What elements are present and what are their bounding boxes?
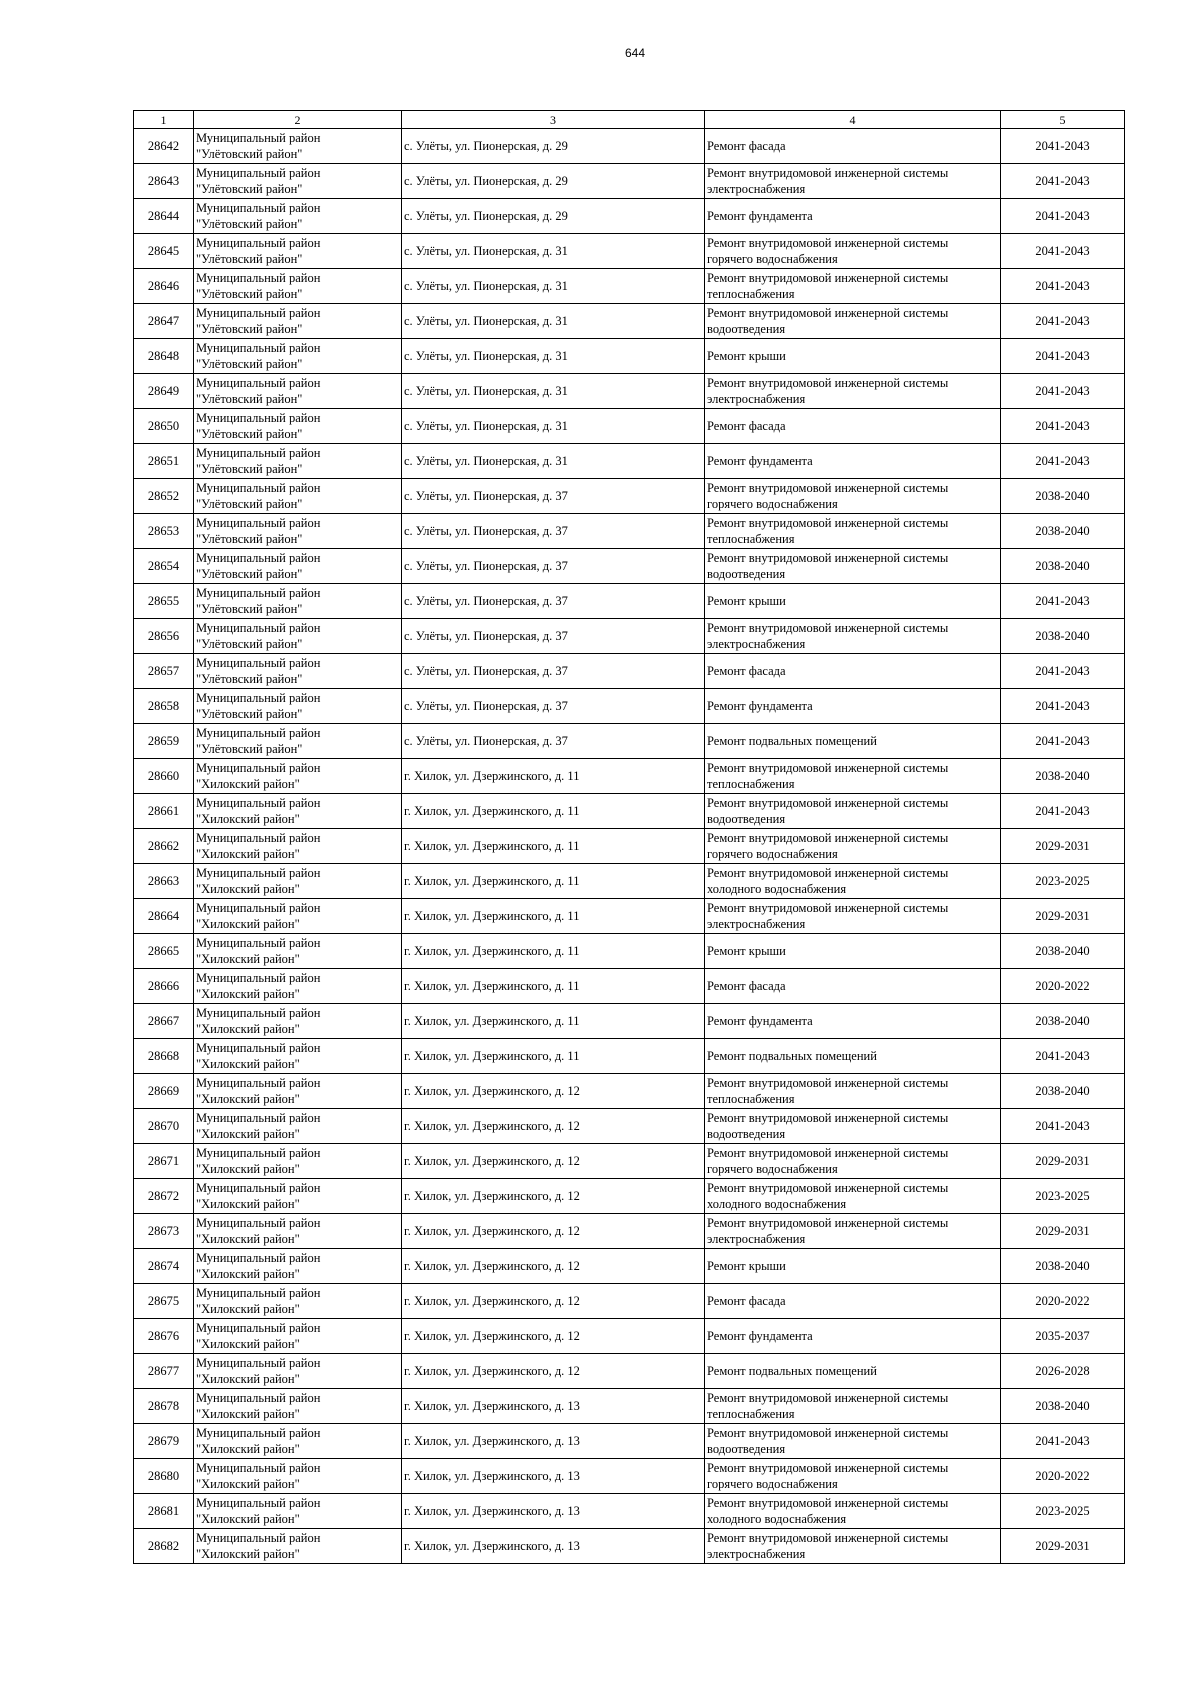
work-type-cell: Ремонт фундамента — [705, 1319, 1001, 1354]
address-cell: с. Улёты, ул. Пионерская, д. 31 — [402, 339, 705, 374]
row-number-cell: 28658 — [134, 689, 194, 724]
municipality-cell: Муниципальный район "Улётовский район" — [194, 479, 402, 514]
address-cell: г. Хилок, ул. Дзержинского, д. 11 — [402, 864, 705, 899]
work-type-cell: Ремонт внутридомовой инженерной системы теплоснабжения — [705, 514, 1001, 549]
period-cell: 2041-2043 — [1001, 654, 1125, 689]
address-cell: г. Хилок, ул. Дзержинского, д. 12 — [402, 1284, 705, 1319]
period-cell: 2041-2043 — [1001, 199, 1125, 234]
work-type-cell: Ремонт внутридомовой инженерной системы электроснабжения — [705, 899, 1001, 934]
address-cell: г. Хилок, ул. Дзержинского, д. 12 — [402, 1249, 705, 1284]
period-cell: 2029-2031 — [1001, 829, 1125, 864]
row-number-cell: 28648 — [134, 339, 194, 374]
work-type-cell: Ремонт фасада — [705, 409, 1001, 444]
row-number-cell: 28670 — [134, 1109, 194, 1144]
row-number-cell: 28646 — [134, 269, 194, 304]
period-cell: 2020-2022 — [1001, 1459, 1125, 1494]
address-cell: г. Хилок, ул. Дзержинского, д. 11 — [402, 934, 705, 969]
row-number-cell: 28647 — [134, 304, 194, 339]
row-number-cell: 28667 — [134, 1004, 194, 1039]
table-row — [134, 969, 1125, 1004]
period-cell: 2041-2043 — [1001, 339, 1125, 374]
period-cell: 2041-2043 — [1001, 1039, 1125, 1074]
municipality-cell: Муниципальный район "Улётовский район" — [194, 374, 402, 409]
municipality-cell: Муниципальный район "Хилокский район" — [194, 1494, 402, 1529]
municipality-cell: Муниципальный район "Хилокский район" — [194, 829, 402, 864]
row-number-cell: 28681 — [134, 1494, 194, 1529]
table-row — [134, 724, 1125, 759]
municipality-cell: Муниципальный район "Хилокский район" — [194, 1529, 402, 1564]
work-type-cell: Ремонт крыши — [705, 584, 1001, 619]
table-row — [134, 1459, 1125, 1494]
municipality-cell: Муниципальный район "Хилокский район" — [194, 1249, 402, 1284]
municipality-cell: Муниципальный район "Улётовский район" — [194, 584, 402, 619]
address-cell: г. Хилок, ул. Дзержинского, д. 13 — [402, 1529, 705, 1564]
table-row — [134, 864, 1125, 899]
row-number-cell: 28651 — [134, 444, 194, 479]
work-type-cell: Ремонт внутридомовой инженерной системы водоотведения — [705, 549, 1001, 584]
row-number-cell: 28652 — [134, 479, 194, 514]
row-number-cell: 28676 — [134, 1319, 194, 1354]
address-cell: г. Хилок, ул. Дзержинского, д. 12 — [402, 1074, 705, 1109]
work-type-cell: Ремонт внутридомовой инженерной системы теплоснабжения — [705, 1389, 1001, 1424]
work-type-cell: Ремонт внутридомовой инженерной системы холодного водоснабжения — [705, 1494, 1001, 1529]
period-cell: 2035-2037 — [1001, 1319, 1125, 1354]
address-cell: с. Улёты, ул. Пионерская, д. 37 — [402, 724, 705, 759]
row-number-cell: 28668 — [134, 1039, 194, 1074]
address-cell: г. Хилок, ул. Дзержинского, д. 12 — [402, 1319, 705, 1354]
period-cell: 2041-2043 — [1001, 724, 1125, 759]
table-row — [134, 409, 1125, 444]
period-cell: 2023-2025 — [1001, 1494, 1125, 1529]
address-cell: с. Улёты, ул. Пионерская, д. 29 — [402, 129, 705, 164]
table-row — [134, 269, 1125, 304]
work-type-cell: Ремонт подвальных помещений — [705, 1354, 1001, 1389]
table-row — [134, 1494, 1125, 1529]
table-row — [134, 794, 1125, 829]
work-type-cell: Ремонт внутридомовой инженерной системы электроснабжения — [705, 1529, 1001, 1564]
period-cell: 2041-2043 — [1001, 1424, 1125, 1459]
table-row — [134, 1284, 1125, 1319]
municipality-cell: Муниципальный район "Хилокский район" — [194, 1284, 402, 1319]
address-cell: с. Улёты, ул. Пионерская, д. 37 — [402, 654, 705, 689]
row-number-cell: 28665 — [134, 934, 194, 969]
row-number-cell: 28680 — [134, 1459, 194, 1494]
table-row — [134, 234, 1125, 269]
work-type-cell: Ремонт внутридомовой инженерной системы холодного водоснабжения — [705, 1179, 1001, 1214]
municipality-cell: Муниципальный район "Хилокский район" — [194, 794, 402, 829]
work-type-cell: Ремонт внутридомовой инженерной системы горячего водоснабжения — [705, 479, 1001, 514]
row-number-cell: 28643 — [134, 164, 194, 199]
table-row — [134, 899, 1125, 934]
work-type-cell: Ремонт внутридомовой инженерной системы холодного водоснабжения — [705, 864, 1001, 899]
table-row — [134, 934, 1125, 969]
row-number-cell: 28663 — [134, 864, 194, 899]
address-cell: г. Хилок, ул. Дзержинского, д. 11 — [402, 829, 705, 864]
work-type-cell: Ремонт внутридомовой инженерной системы электроснабжения — [705, 619, 1001, 654]
table-row — [134, 374, 1125, 409]
row-number-cell: 28664 — [134, 899, 194, 934]
row-number-cell: 28662 — [134, 829, 194, 864]
address-cell: с. Улёты, ул. Пионерская, д. 37 — [402, 479, 705, 514]
municipality-cell: Муниципальный район "Улётовский район" — [194, 689, 402, 724]
work-type-cell: Ремонт внутридомовой инженерной системы электроснабжения — [705, 374, 1001, 409]
municipality-cell: Муниципальный район "Улётовский район" — [194, 129, 402, 164]
table-row — [134, 1039, 1125, 1074]
work-type-cell: Ремонт фасада — [705, 1284, 1001, 1319]
municipality-cell: Муниципальный район "Улётовский район" — [194, 619, 402, 654]
work-type-cell: Ремонт внутридомовой инженерной системы теплоснабжения — [705, 1074, 1001, 1109]
municipality-cell: Муниципальный район "Хилокский район" — [194, 1389, 402, 1424]
table-row — [134, 199, 1125, 234]
period-cell: 2029-2031 — [1001, 1214, 1125, 1249]
work-type-cell: Ремонт фасада — [705, 654, 1001, 689]
table-row — [134, 689, 1125, 724]
address-cell: г. Хилок, ул. Дзержинского, д. 11 — [402, 1039, 705, 1074]
work-type-cell: Ремонт внутридомовой инженерной системы теплоснабжения — [705, 269, 1001, 304]
row-number-cell: 28659 — [134, 724, 194, 759]
repair-schedule-table — [133, 110, 1125, 1564]
table-row — [134, 304, 1125, 339]
municipality-cell: Муниципальный район "Хилокский район" — [194, 1039, 402, 1074]
address-cell: г. Хилок, ул. Дзержинского, д. 13 — [402, 1389, 705, 1424]
work-type-cell: Ремонт фундамента — [705, 689, 1001, 724]
period-cell: 2038-2040 — [1001, 1004, 1125, 1039]
work-type-cell: Ремонт внутридомовой инженерной системы водоотведения — [705, 1109, 1001, 1144]
column-number-3: 3 — [402, 111, 705, 129]
municipality-cell: Муниципальный район "Улётовский район" — [194, 164, 402, 199]
table-row — [134, 1319, 1125, 1354]
municipality-cell: Муниципальный район "Улётовский район" — [194, 269, 402, 304]
municipality-cell: Муниципальный район "Улётовский район" — [194, 339, 402, 374]
municipality-cell: Муниципальный район "Хилокский район" — [194, 1074, 402, 1109]
row-number-cell: 28650 — [134, 409, 194, 444]
address-cell: г. Хилок, ул. Дзержинского, д. 11 — [402, 794, 705, 829]
work-type-cell: Ремонт внутридомовой инженерной системы электроснабжения — [705, 1214, 1001, 1249]
municipality-cell: Муниципальный район "Хилокский район" — [194, 1109, 402, 1144]
period-cell: 2038-2040 — [1001, 549, 1125, 584]
row-number-cell: 28649 — [134, 374, 194, 409]
column-number-2: 2 — [194, 111, 402, 129]
work-type-cell: Ремонт внутридомовой инженерной системы водоотведения — [705, 1424, 1001, 1459]
period-cell: 2041-2043 — [1001, 794, 1125, 829]
municipality-cell: Муниципальный район "Хилокский район" — [194, 1144, 402, 1179]
work-type-cell: Ремонт внутридомовой инженерной системы горячего водоснабжения — [705, 1144, 1001, 1179]
table-row — [134, 619, 1125, 654]
municipality-cell: Муниципальный район "Улётовский район" — [194, 549, 402, 584]
row-number-cell: 28678 — [134, 1389, 194, 1424]
table-row — [134, 164, 1125, 199]
table-row — [134, 1424, 1125, 1459]
municipality-cell: Муниципальный район "Хилокский район" — [194, 1424, 402, 1459]
address-cell: с. Улёты, ул. Пионерская, д. 29 — [402, 164, 705, 199]
municipality-cell: Муниципальный район "Улётовский район" — [194, 654, 402, 689]
municipality-cell: Муниципальный район "Хилокский район" — [194, 899, 402, 934]
municipality-cell: Муниципальный район "Улётовский район" — [194, 304, 402, 339]
period-cell: 2038-2040 — [1001, 619, 1125, 654]
column-number-1: 1 — [134, 111, 194, 129]
column-number-5: 5 — [1001, 111, 1125, 129]
period-cell: 2038-2040 — [1001, 759, 1125, 794]
row-number-cell: 28660 — [134, 759, 194, 794]
table-body — [134, 129, 1125, 1564]
period-cell: 2038-2040 — [1001, 1389, 1125, 1424]
table-row — [134, 549, 1125, 584]
work-type-cell: Ремонт крыши — [705, 934, 1001, 969]
municipality-cell: Муниципальный район "Хилокский район" — [194, 759, 402, 794]
address-cell: с. Улёты, ул. Пионерская, д. 37 — [402, 584, 705, 619]
table-row — [134, 339, 1125, 374]
work-type-cell: Ремонт фундамента — [705, 444, 1001, 479]
period-cell: 2041-2043 — [1001, 304, 1125, 339]
row-number-cell: 28677 — [134, 1354, 194, 1389]
work-type-cell: Ремонт подвальных помещений — [705, 724, 1001, 759]
table-row — [134, 759, 1125, 794]
work-type-cell: Ремонт внутридомовой инженерной системы горячего водоснабжения — [705, 1459, 1001, 1494]
period-cell: 2041-2043 — [1001, 164, 1125, 199]
period-cell: 2041-2043 — [1001, 444, 1125, 479]
work-type-cell: Ремонт внутридомовой инженерной системы водоотведения — [705, 794, 1001, 829]
address-cell: г. Хилок, ул. Дзержинского, д. 12 — [402, 1214, 705, 1249]
work-type-cell: Ремонт крыши — [705, 1249, 1001, 1284]
address-cell: с. Улёты, ул. Пионерская, д. 37 — [402, 514, 705, 549]
row-number-cell: 28644 — [134, 199, 194, 234]
table-row — [134, 1179, 1125, 1214]
address-cell: г. Хилок, ул. Дзержинского, д. 13 — [402, 1424, 705, 1459]
municipality-cell: Муниципальный район "Хилокский район" — [194, 1179, 402, 1214]
municipality-cell: Муниципальный район "Улётовский район" — [194, 234, 402, 269]
address-cell: г. Хилок, ул. Дзержинского, д. 12 — [402, 1144, 705, 1179]
row-number-cell: 28661 — [134, 794, 194, 829]
municipality-cell: Муниципальный район "Хилокский район" — [194, 864, 402, 899]
row-number-cell: 28653 — [134, 514, 194, 549]
period-cell: 2041-2043 — [1001, 269, 1125, 304]
address-cell: г. Хилок, ул. Дзержинского, д. 11 — [402, 969, 705, 1004]
row-number-cell: 28679 — [134, 1424, 194, 1459]
address-cell: г. Хилок, ул. Дзержинского, д. 12 — [402, 1179, 705, 1214]
table-row — [134, 1004, 1125, 1039]
municipality-cell: Муниципальный район "Улётовский район" — [194, 724, 402, 759]
row-number-cell: 28672 — [134, 1179, 194, 1214]
municipality-cell: Муниципальный район "Хилокский район" — [194, 934, 402, 969]
municipality-cell: Муниципальный район "Улётовский район" — [194, 514, 402, 549]
period-cell: 2041-2043 — [1001, 234, 1125, 269]
municipality-cell: Муниципальный район "Хилокский район" — [194, 1004, 402, 1039]
period-cell: 2041-2043 — [1001, 129, 1125, 164]
address-cell: г. Хилок, ул. Дзержинского, д. 12 — [402, 1109, 705, 1144]
period-cell: 2038-2040 — [1001, 1074, 1125, 1109]
row-number-cell: 28669 — [134, 1074, 194, 1109]
table-row — [134, 1249, 1125, 1284]
address-cell: г. Хилок, ул. Дзержинского, д. 12 — [402, 1354, 705, 1389]
address-cell: г. Хилок, ул. Дзержинского, д. 11 — [402, 759, 705, 794]
address-cell: г. Хилок, ул. Дзержинского, д. 13 — [402, 1459, 705, 1494]
table-row — [134, 829, 1125, 864]
table-row — [134, 654, 1125, 689]
municipality-cell: Муниципальный район "Хилокский район" — [194, 1459, 402, 1494]
row-number-cell: 28657 — [134, 654, 194, 689]
table-row — [134, 584, 1125, 619]
municipality-cell: Муниципальный район "Хилокский район" — [194, 1214, 402, 1249]
row-number-cell: 28666 — [134, 969, 194, 1004]
row-number-cell: 28655 — [134, 584, 194, 619]
work-type-cell: Ремонт фундамента — [705, 1004, 1001, 1039]
address-cell: с. Улёты, ул. Пионерская, д. 37 — [402, 689, 705, 724]
period-cell: 2023-2025 — [1001, 1179, 1125, 1214]
row-number-cell: 28675 — [134, 1284, 194, 1319]
row-number-cell: 28656 — [134, 619, 194, 654]
work-type-cell: Ремонт подвальных помещений — [705, 1039, 1001, 1074]
address-cell: с. Улёты, ул. Пионерская, д. 31 — [402, 304, 705, 339]
work-type-cell: Ремонт внутридомовой инженерной системы теплоснабжения — [705, 759, 1001, 794]
period-cell: 2026-2028 — [1001, 1354, 1125, 1389]
table-row — [134, 129, 1125, 164]
column-number-row — [134, 111, 1125, 129]
municipality-cell: Муниципальный район "Хилокский район" — [194, 1319, 402, 1354]
work-type-cell: Ремонт фасада — [705, 969, 1001, 1004]
period-cell: 2038-2040 — [1001, 1249, 1125, 1284]
work-type-cell: Ремонт фундамента — [705, 199, 1001, 234]
table-row — [134, 1074, 1125, 1109]
page-number: 644 — [624, 46, 646, 60]
address-cell: с. Улёты, ул. Пионерская, д. 31 — [402, 374, 705, 409]
row-number-cell: 28645 — [134, 234, 194, 269]
period-cell: 2041-2043 — [1001, 1109, 1125, 1144]
period-cell: 2038-2040 — [1001, 934, 1125, 969]
address-cell: г. Хилок, ул. Дзержинского, д. 11 — [402, 1004, 705, 1039]
address-cell: с. Улёты, ул. Пионерская, д. 29 — [402, 199, 705, 234]
period-cell: 2041-2043 — [1001, 584, 1125, 619]
work-type-cell: Ремонт внутридомовой инженерной системы горячего водоснабжения — [705, 234, 1001, 269]
row-number-cell: 28671 — [134, 1144, 194, 1179]
table-row — [134, 1389, 1125, 1424]
municipality-cell: Муниципальный район "Улётовский район" — [194, 199, 402, 234]
period-cell: 2023-2025 — [1001, 864, 1125, 899]
row-number-cell: 28642 — [134, 129, 194, 164]
municipality-cell: Муниципальный район "Улётовский район" — [194, 444, 402, 479]
table-row — [134, 514, 1125, 549]
address-cell: г. Хилок, ул. Дзержинского, д. 11 — [402, 899, 705, 934]
municipality-cell: Муниципальный район "Хилокский район" — [194, 1354, 402, 1389]
row-number-cell: 28673 — [134, 1214, 194, 1249]
table-row — [134, 1109, 1125, 1144]
period-cell: 2041-2043 — [1001, 374, 1125, 409]
work-type-cell: Ремонт внутридомовой инженерной системы водоотведения — [705, 304, 1001, 339]
row-number-cell: 28674 — [134, 1249, 194, 1284]
work-type-cell: Ремонт внутридомовой инженерной системы электроснабжения — [705, 164, 1001, 199]
municipality-cell: Муниципальный район "Улётовский район" — [194, 409, 402, 444]
period-cell: 2020-2022 — [1001, 969, 1125, 1004]
period-cell: 2029-2031 — [1001, 1144, 1125, 1179]
column-number-4: 4 — [705, 111, 1001, 129]
table-row — [134, 1214, 1125, 1249]
municipality-cell: Муниципальный район "Хилокский район" — [194, 969, 402, 1004]
period-cell: 2029-2031 — [1001, 1529, 1125, 1564]
table-row — [134, 444, 1125, 479]
work-type-cell: Ремонт фасада — [705, 129, 1001, 164]
table-row — [134, 1144, 1125, 1179]
address-cell: с. Улёты, ул. Пионерская, д. 31 — [402, 234, 705, 269]
address-cell: с. Улёты, ул. Пионерская, д. 31 — [402, 444, 705, 479]
table-row — [134, 1529, 1125, 1564]
table-row — [134, 1354, 1125, 1389]
period-cell: 2041-2043 — [1001, 409, 1125, 444]
row-number-cell: 28654 — [134, 549, 194, 584]
work-type-cell: Ремонт внутридомовой инженерной системы горячего водоснабжения — [705, 829, 1001, 864]
address-cell: с. Улёты, ул. Пионерская, д. 37 — [402, 549, 705, 584]
period-cell: 2029-2031 — [1001, 899, 1125, 934]
address-cell: с. Улёты, ул. Пионерская, д. 31 — [402, 269, 705, 304]
address-cell: с. Улёты, ул. Пионерская, д. 37 — [402, 619, 705, 654]
row-number-cell: 28682 — [134, 1529, 194, 1564]
period-cell: 2020-2022 — [1001, 1284, 1125, 1319]
work-type-cell: Ремонт крыши — [705, 339, 1001, 374]
period-cell: 2038-2040 — [1001, 479, 1125, 514]
period-cell: 2041-2043 — [1001, 689, 1125, 724]
period-cell: 2038-2040 — [1001, 514, 1125, 549]
address-cell: г. Хилок, ул. Дзержинского, д. 13 — [402, 1494, 705, 1529]
table-row — [134, 479, 1125, 514]
address-cell: с. Улёты, ул. Пионерская, д. 31 — [402, 409, 705, 444]
